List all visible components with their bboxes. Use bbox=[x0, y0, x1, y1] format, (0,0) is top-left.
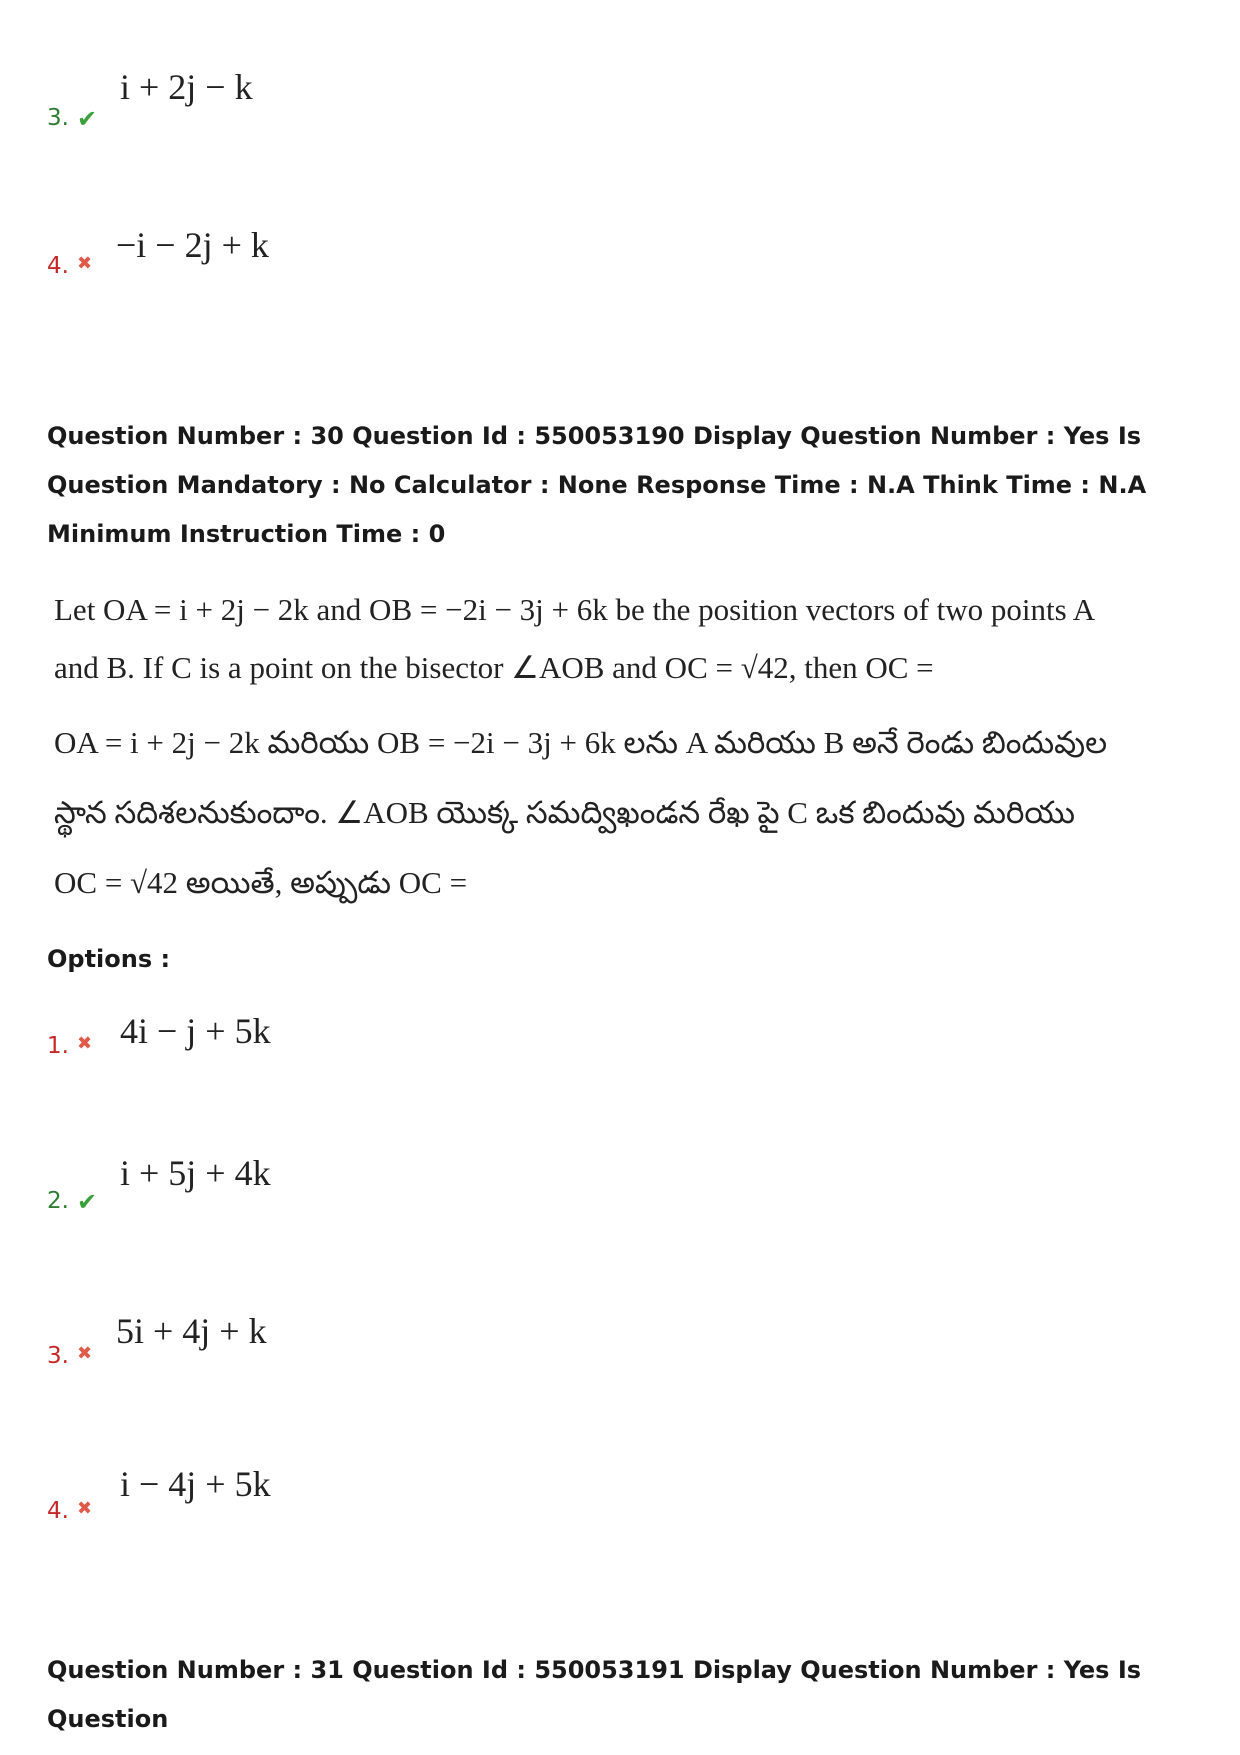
next-question-meta: Question Number : 31 Question Id : 550053191 Display Question Number : Yes Is Question bbox=[47, 1656, 1142, 1733]
option-expression: i + 5j + 4k bbox=[120, 1153, 271, 1193]
question-text-telugu-1: OA = i + 2j − 2k మరియు OB = −2i − 3j + 6k లను A మరియు B అనే రెండు బిందువుల bbox=[54, 725, 1108, 760]
option-expression: i − 4j + 5k bbox=[120, 1464, 271, 1504]
option-number: 3. bbox=[47, 105, 69, 131]
option-1 bbox=[47, 1033, 117, 1059]
option-expression: −i − 2j + k bbox=[116, 225, 269, 265]
cross-icon: ✖ bbox=[77, 1343, 93, 1364]
option-number: 4. bbox=[47, 253, 69, 279]
option-expression: 5i + 4j + k bbox=[116, 1311, 267, 1351]
option-number: 4. bbox=[47, 1498, 69, 1524]
cross-icon: ✖ bbox=[77, 1033, 93, 1054]
question-text-english-1: Let OA = i + 2j − 2k and OB = −2i − 3j + 6k be the position vectors of two points A bbox=[54, 592, 1096, 627]
check-icon: ✔ bbox=[77, 1188, 98, 1216]
options-label: Options : bbox=[47, 945, 171, 973]
check-icon: ✔ bbox=[77, 105, 98, 133]
option-number: 3. bbox=[47, 1343, 69, 1369]
question-text-telugu-2: స్థాన సదిశలనుకుందాం. ∠AOB యొక్క సమద్విఖండన రేఖ పై C ఒక బిందువు మరియు bbox=[54, 795, 1075, 830]
option-number: 1. bbox=[47, 1033, 69, 1059]
option-expression: 4i − j + 5k bbox=[120, 1011, 271, 1051]
cross-icon: ✖ bbox=[77, 253, 93, 274]
option-4 bbox=[47, 1498, 117, 1524]
option-2 bbox=[47, 1188, 117, 1216]
question-text-english-2: and B. If C is a point on the bisector ∠AOB and OC = √42, then OC = bbox=[54, 650, 934, 685]
question-text-telugu-3: OC = √42 అయితే, అప్పుడు OC = bbox=[54, 865, 468, 900]
option-3 bbox=[47, 1343, 117, 1369]
cross-icon: ✖ bbox=[77, 1498, 93, 1519]
option-number: 2. bbox=[47, 1188, 69, 1214]
question-meta: Question Number : 30 Question Id : 550053190 Display Question Number : Yes Is Question Mandatory : No Calculator : None Response Time : N.A Think Time : N.A Minimum Instruction Time : 0 bbox=[47, 422, 1147, 548]
prev-option-3 bbox=[47, 105, 117, 133]
option-expression: i + 2j − k bbox=[120, 67, 253, 107]
prev-option-4 bbox=[47, 253, 117, 279]
